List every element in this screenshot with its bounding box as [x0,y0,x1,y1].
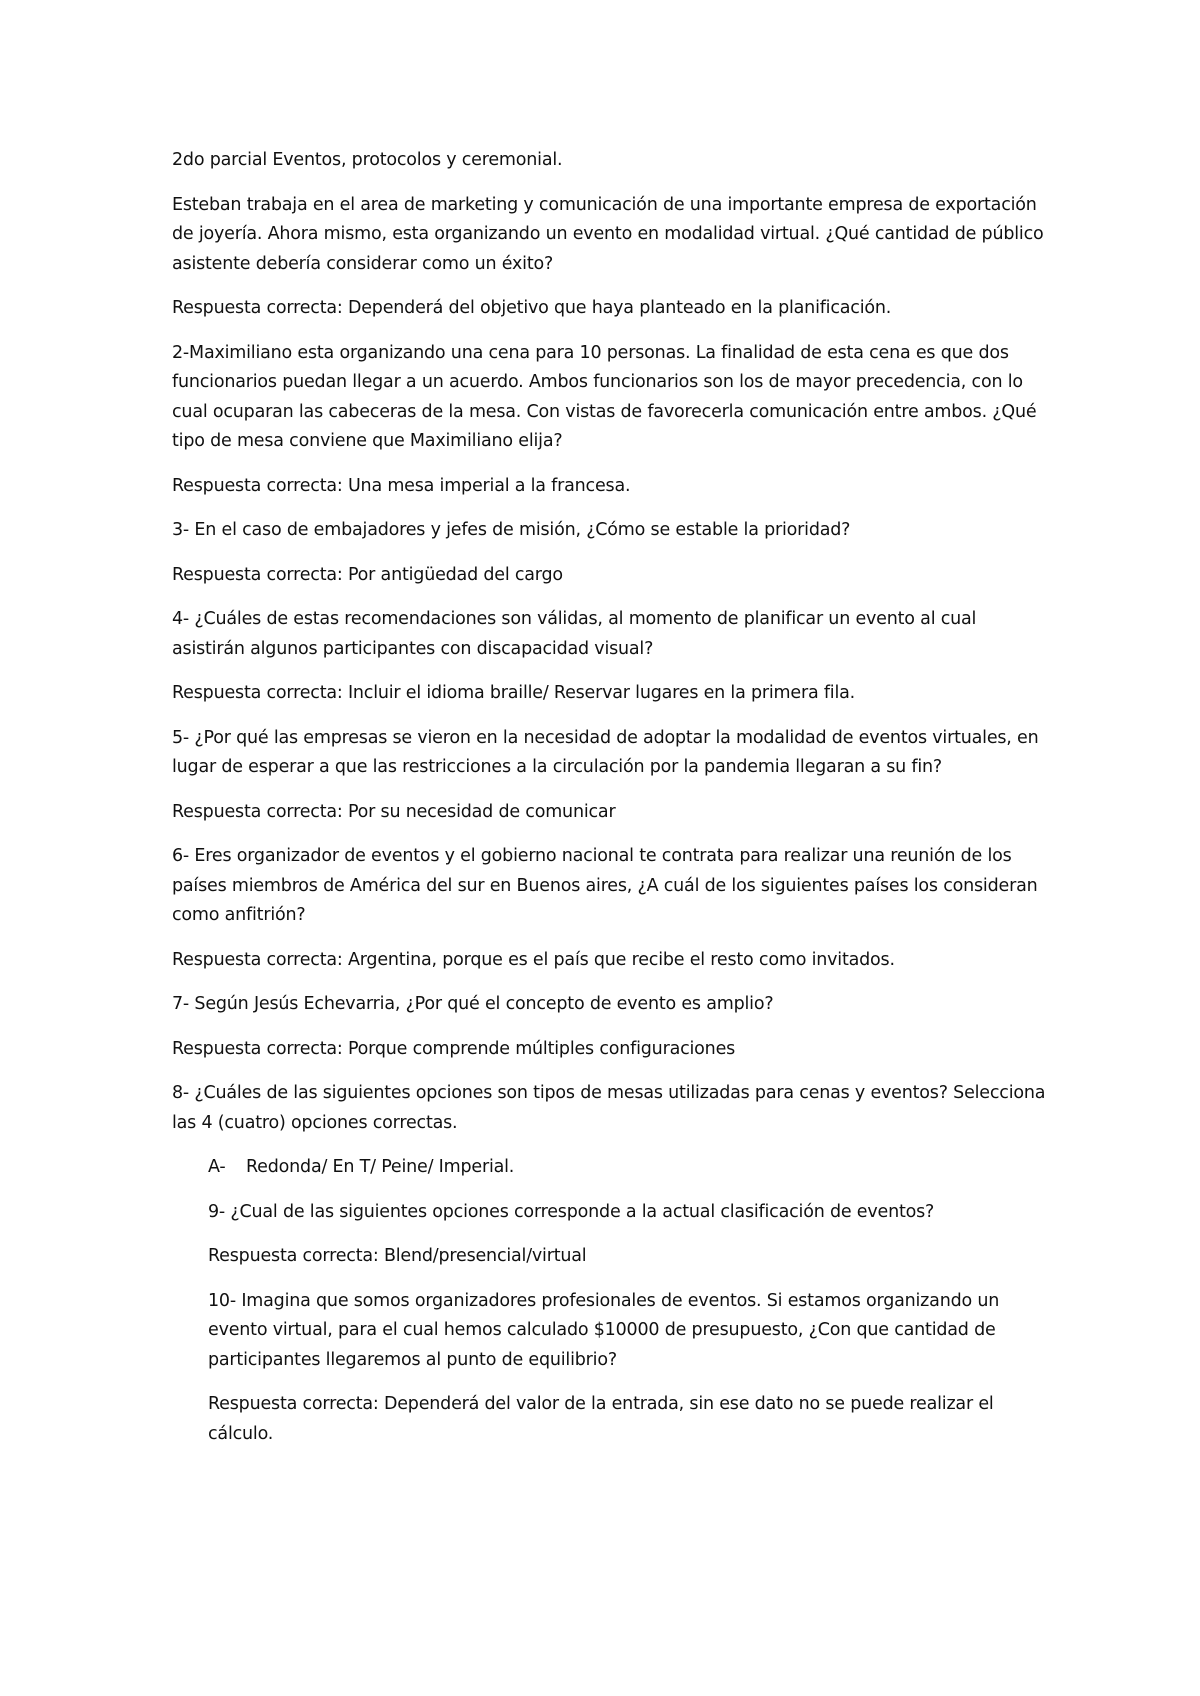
paragraph-q6: 6- Eres organizador de eventos y el gobierno nacional te contrata para realizar una reunión de los países miembros de América del sur en Buenos aires, ¿A cuál de los siguientes países los consideran como anfitrión? [172,846,1038,925]
paragraph-a4: Respuesta correcta: Incluir el idioma braille/ Reservar lugares en la primera fila. [172,683,855,703]
paragraph-a10: Respuesta correcta: Dependerá del valor de la entrada, sin ese dato no se puede realizar el cálculo. [208,1394,994,1444]
paragraph-a3: Respuesta correcta: Por antigüedad del cargo [172,564,563,585]
paragraph-q7: 7- Según Jesús Echevarria, ¿Por qué el concepto de evento es amplio? [172,994,774,1014]
paragraph-a7: Respuesta correcta: Porque comprende múltiples configuraciones [172,1038,736,1059]
list-item-text: Redonda/ En T/ Peine/ Imperial. [246,1157,515,1177]
paragraph-q3: 3- En el caso de embajadores y jefes de misión, ¿Cómo se estable la prioridad? [172,520,851,540]
list-item-a [208,1153,1052,1183]
document-title: 2do parcial Eventos, protocolos y ceremonial. [172,150,563,170]
paragraph-a2: Respuesta correcta: Una mesa imperial a la francesa. [172,475,631,496]
paragraph-q9: 9- ¿Cual de las siguientes opciones corresponde a la actual clasificación de eventos? [208,1201,935,1222]
paragraph-q2: 2-Maximiliano esta organizando una cena para 10 personas. La finalidad de esta cena es que dos funcionarios puedan llegar a un acuerdo. Ambos funcionarios son los de mayor precedencia, con lo cual ocuparan las cabeceras de la mesa. Con vistas de favorecerla comunicación entre ambos. ¿Qué tipo de mesa conviene que Maximiliano elija? [172,342,1037,451]
paragraph-q10: 10- Imagina que somos organizadores profesionales de eventos. Si estamos organizando un evento virtual, para el cual hemos calculado $10000 de presupuesto, ¿Con que cantidad de participantes llegaremos al punto de equilibrio? [208,1290,1000,1370]
paragraph-a9: Respuesta correcta: Blend/presencial/virtual [208,1246,587,1266]
paragraph-a5: Respuesta correcta: Por su necesidad de comunicar [172,801,616,822]
paragraph-a1: Respuesta correcta: Dependerá del objetivo que haya planteado en la planificación. [172,298,892,318]
paragraph-q1: Esteban trabaja en el area de marketing y comunicación de una importante empresa de exportación de joyería. Ahora mismo, esta organizando un evento en modalidad virtual. ¿Qué cantidad de público asistente debería considerar como un éxito? [172,194,1044,274]
list-marker: A- [208,1157,226,1177]
paragraph-q4: 4- ¿Cuáles de estas recomendaciones son válidas, al momento de planificar un evento al cual asistirán algunos participantes con discapacidad visual? [172,609,977,659]
document-page [172,146,1052,1464]
paragraph-q8: 8- ¿Cuáles de las siguientes opciones son tipos de mesas utilizadas para cenas y eventos? Selecciona las 4 (cuatro) opciones correctas. [172,1083,1046,1133]
paragraph-a6: Respuesta correcta: Argentina, porque es el país que recibe el resto como invitados. [172,949,895,970]
paragraph-q5: 5- ¿Por qué las empresas se vieron en la necesidad de adoptar la modalidad de eventos virtuales, en lugar de esperar a que las restricciones a la circulación por la pandemia llegaran a su fin? [172,727,1039,777]
